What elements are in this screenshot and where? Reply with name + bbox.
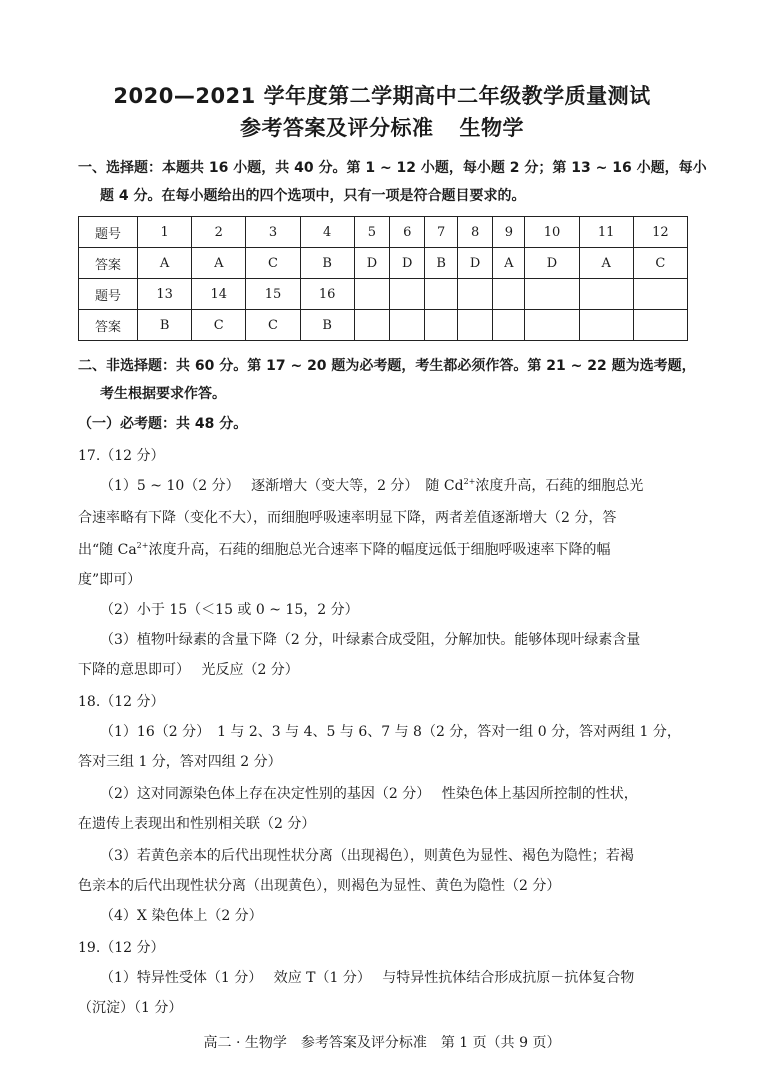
q18-part3-line1: （3）若黄色亲本的后代出现性状分离（出现褐色），则黄色为显性、褐色为隐性；若褐 (100, 848, 634, 864)
table-cell: D (525, 248, 579, 279)
table-cell: C (633, 248, 687, 279)
page-subtitle (0, 112, 764, 142)
table-cell: A (138, 248, 192, 279)
table-cell (425, 279, 458, 310)
table-cell: 3 (246, 217, 300, 248)
answer-table (78, 216, 688, 341)
table-cell (579, 310, 633, 341)
q17-part1-line2: 合速率略有下降（变化不大），而细胞呼吸速率明显下降，两者差值逐渐增大（2 分，答 (78, 510, 617, 526)
section1-heading: 一、选择题：本题共 16 小题，共 40 分。第 1 ~ 12 小题，每小题 2 分；第 13 ~ 16 小题，每小 (78, 160, 707, 176)
table-cell: 9 (493, 217, 525, 248)
section2-subheading: （一）必考题：共 48 分。 (78, 416, 248, 432)
q18-part4: （4）X 染色体上（2 分） (100, 908, 263, 924)
table-cell: 13 (138, 279, 192, 310)
table-cell (457, 310, 492, 341)
page-title: 2020—2021 学年度第二学期高中二年级教学质量测试 (113, 84, 651, 108)
table-cell: 8 (457, 217, 492, 248)
table-cell (425, 310, 458, 341)
table-cell: 16 (300, 279, 354, 310)
table-cell: B (300, 248, 354, 279)
subtitle-subject: 生物学 (459, 116, 524, 140)
table-cell (457, 279, 492, 310)
table-cell (354, 279, 389, 310)
q18-part3-line2: 色亲本的后代出现性状分离（出现黄色），则褐色为显性、黄色为隐性（2 分） (78, 878, 561, 894)
table-cell: 4 (300, 217, 354, 248)
q18-part2-line1: （2）这对同源染色体上存在决定性别的基因（2 分） 性染色体上基因所控制的性状， (100, 786, 638, 802)
footer-course: 高二 · 生物学 (203, 1035, 287, 1051)
q19-part1-line2: （沉淀）（1 分） (78, 1000, 183, 1016)
table-cell: B (425, 248, 458, 279)
table-cell: D (354, 248, 389, 279)
table-cell: 6 (390, 217, 425, 248)
table-row-questions-1 (79, 217, 688, 248)
table-cell: 11 (579, 217, 633, 248)
q18-number: 18.（12 分） (78, 694, 165, 710)
page-footer (0, 1032, 764, 1052)
q18-part2-line2: 在遗传上表现出和性别相关联（2 分） (78, 816, 316, 832)
subtitle-left: 参考答案及评分标准 (240, 116, 434, 140)
table-cell: D (390, 248, 425, 279)
section2-heading: 二、非选择题：共 60 分。第 17 ~ 20 题为必考题，考生都必须作答。第 21 ~ 22 题为选考题， (78, 358, 696, 374)
row-label-answer: 答案 (79, 310, 138, 341)
table-cell (525, 279, 579, 310)
table-cell: C (246, 248, 300, 279)
table-cell: 2 (192, 217, 246, 248)
table-row-questions-2 (79, 279, 688, 310)
table-cell (390, 279, 425, 310)
q17-part1-line1 (100, 476, 696, 496)
q17-part1-line3-b: 浓度升高，石莼的细胞总光合速率下降的幅度远低于细胞呼吸速率下降的幅 (148, 542, 611, 558)
row-label-answer: 答案 (79, 248, 138, 279)
table-cell: A (579, 248, 633, 279)
q17-part1-sup: 2+ (463, 477, 476, 486)
table-cell: 12 (633, 217, 687, 248)
table-cell: A (192, 248, 246, 279)
section2-heading-cont: 考生根据要求作答。 (100, 386, 226, 402)
table-cell: C (246, 310, 300, 341)
table-row-answers-2 (79, 310, 688, 341)
table-cell (390, 310, 425, 341)
q17-part1-text-b: 浓度升高，石莼的细胞总光 (475, 478, 644, 494)
table-cell (525, 310, 579, 341)
table-cell: 10 (525, 217, 579, 248)
table-cell (579, 279, 633, 310)
footer-doc-title: 参考答案及评分标准 (300, 1035, 427, 1051)
q17-part1-line3-sup: 2+ (136, 541, 149, 550)
q17-part1-line4: 度”即可） (78, 572, 142, 588)
table-cell (633, 310, 687, 341)
footer-page-number: 第 1 页（共 9 页） (440, 1035, 561, 1051)
table-cell: 15 (246, 279, 300, 310)
table-cell: 1 (138, 217, 192, 248)
q19-number: 19.（12 分） (78, 940, 165, 956)
table-cell: B (300, 310, 354, 341)
table-cell: B (138, 310, 192, 341)
q18-part1-line2: 答对三组 1 分，答对四组 2 分） (78, 754, 282, 770)
q19-part1-line1: （1）特异性受体（1 分） 效应 T（1 分） 与特异性抗体结合形成抗原－抗体复合物 (100, 970, 635, 986)
table-cell: C (192, 310, 246, 341)
table-cell: A (493, 248, 525, 279)
row-label-question: 题号 (79, 279, 138, 310)
q17-part1-line3-a: 出“随 Ca (78, 542, 137, 558)
q18-part1-line1: （1）16（2 分） 1 与 2、3 与 4、5 与 6、7 与 8（2 分，答对一组 0 分，答对两组 1 分， (100, 724, 681, 740)
q17-part2: （2）小于 15（＜15 或 0 ~ 15，2 分） (100, 602, 359, 618)
table-cell (633, 279, 687, 310)
q17-part1-line3 (78, 540, 698, 560)
table-cell: 7 (425, 217, 458, 248)
q17-part3-line2: 下降的意思即可） 光反应（2 分） (78, 662, 299, 678)
table-cell (493, 279, 525, 310)
section1-heading-cont: 题 4 分。在每小题给出的四个选项中，只有一项是符合题目要求的。 (100, 188, 526, 204)
table-row-answers-1 (79, 248, 688, 279)
table-cell: D (457, 248, 492, 279)
q17-number: 17.（12 分） (78, 448, 165, 464)
table-cell (493, 310, 525, 341)
row-label-question: 题号 (79, 217, 138, 248)
table-cell: 5 (354, 217, 389, 248)
table-cell: 14 (192, 279, 246, 310)
q17-part3-line1: （3）植物叶绿素的含量下降（2 分，叶绿素合成受阻，分解加快。能够体现叶绿素含量 (100, 632, 641, 648)
table-cell (354, 310, 389, 341)
q17-part1-text-a: （1）5 ~ 10（2 分） 逐渐增大（变大等，2 分） 随 Cd (100, 478, 464, 494)
